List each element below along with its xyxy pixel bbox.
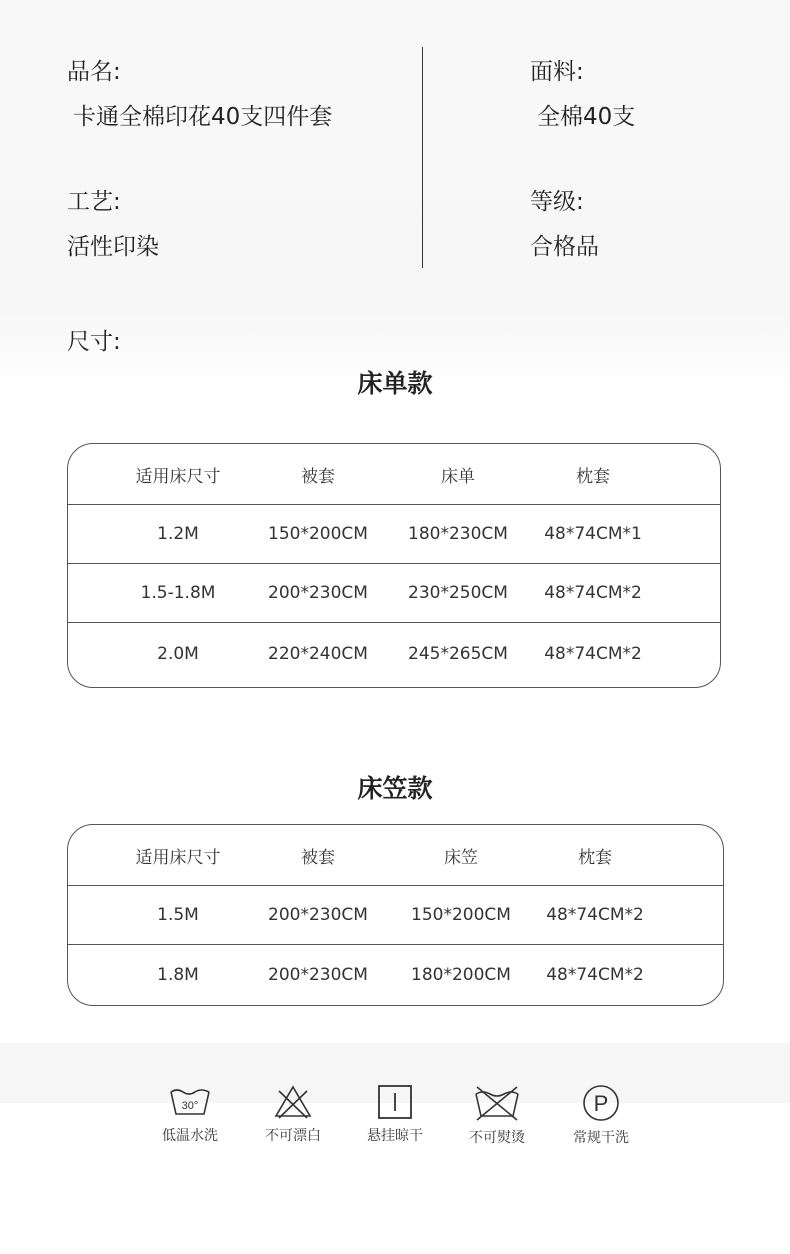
no-iron-icon (472, 1085, 522, 1121)
grade-value: 合格品 (530, 234, 599, 260)
craft-value: 活性印染 (67, 234, 159, 260)
cell-sheet: 180*230CM (408, 524, 508, 544)
header-duvet-cover: 被套 (301, 847, 335, 868)
cell-fitted-sheet: 150*200CM (411, 905, 511, 925)
product-name-value: 卡通全棉印花40支四件套 (73, 104, 333, 130)
care-wash-label: 低温水洗 (162, 1128, 218, 1144)
grade-label: 等级: (530, 189, 584, 215)
care-no-iron-label: 不可熨烫 (469, 1130, 525, 1146)
header-fitted-sheet: 床笠 (444, 847, 478, 868)
fabric-value: 全棉40支 (537, 104, 636, 130)
care-wash (140, 1085, 240, 1145)
cell-duvet-cover: 220*240CM (268, 644, 368, 664)
cell-pillowcase: 48*74CM*2 (546, 965, 644, 985)
cell-pillowcase: 48*74CM*2 (544, 583, 642, 603)
wash-30-icon (168, 1085, 212, 1119)
cell-bed-size: 1.8M (157, 965, 199, 985)
header-pillowcase: 枕套 (576, 466, 610, 487)
product-name-block (67, 53, 332, 131)
fitted-size-table (67, 824, 724, 1006)
cell-sheet: 245*265CM (408, 644, 508, 664)
wash-temp-text: 30° (181, 1100, 199, 1112)
cell-duvet-cover: 200*230CM (268, 583, 368, 603)
hang-dry-icon (373, 1085, 417, 1119)
care-dry-clean-label: 常规干洗 (573, 1130, 629, 1146)
table-row (68, 563, 720, 622)
header-pillowcase: 枕套 (578, 847, 612, 868)
table-header-row (68, 825, 723, 885)
cell-bed-size: 1.5-1.8M (140, 583, 216, 603)
header-sheet: 床单 (441, 466, 475, 487)
cell-fitted-sheet: 180*200CM (411, 965, 511, 985)
dry-clean-p-icon (579, 1085, 623, 1121)
table-row (68, 504, 720, 563)
cell-bed-size: 1.5M (157, 905, 199, 925)
cell-pillowcase: 48*74CM*2 (544, 644, 642, 664)
fabric-label: 面料: (530, 59, 584, 85)
care-hang-dry-label: 悬挂晾干 (367, 1128, 423, 1144)
grade-block (530, 183, 599, 261)
header-duvet-cover: 被套 (301, 466, 335, 487)
cell-pillowcase: 48*74CM*1 (544, 524, 642, 544)
cell-bed-size: 1.2M (157, 524, 199, 544)
table-row (68, 885, 723, 944)
table-row (68, 622, 720, 685)
fabric-block (530, 53, 635, 131)
care-hang-dry (345, 1085, 445, 1145)
craft-block (67, 183, 159, 261)
dry-clean-letter: P (593, 1091, 609, 1116)
header-bed-size: 适用床尺寸 (135, 466, 221, 487)
care-no-bleach (243, 1085, 343, 1145)
care-no-iron (447, 1085, 547, 1147)
cell-duvet-cover: 200*230CM (268, 905, 368, 925)
care-no-bleach-label: 不可漂白 (265, 1128, 321, 1144)
cell-sheet: 230*250CM (408, 583, 508, 603)
no-bleach-icon (271, 1085, 315, 1119)
cell-bed-size: 2.0M (157, 644, 199, 664)
size-label: 尺寸: (67, 329, 121, 355)
fitted-section-title: 床笠款 (357, 774, 433, 803)
cell-duvet-cover: 200*230CM (268, 965, 368, 985)
cell-pillowcase: 48*74CM*2 (546, 905, 644, 925)
size-block (67, 323, 121, 356)
cell-duvet-cover: 150*200CM (268, 524, 368, 544)
info-divider (422, 47, 423, 268)
table-row (68, 944, 723, 1005)
product-name-label: 品名: (67, 59, 121, 85)
sheet-section-title: 床单款 (357, 369, 433, 398)
sheet-size-table (67, 443, 721, 688)
craft-label: 工艺: (67, 189, 121, 215)
care-dry-clean (551, 1085, 651, 1147)
table-header-row (68, 444, 720, 504)
header-bed-size: 适用床尺寸 (135, 847, 221, 868)
